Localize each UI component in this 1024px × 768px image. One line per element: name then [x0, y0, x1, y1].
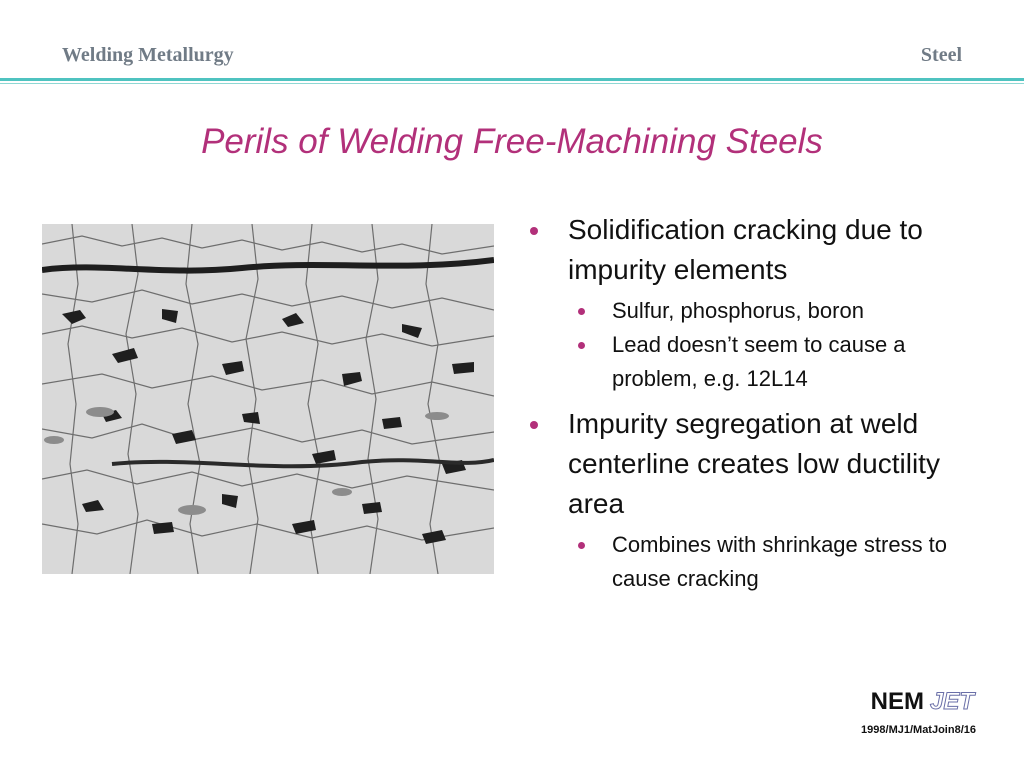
bullet-text: Impurity segregation at weld centerline creates low ductility area [568, 408, 940, 519]
sub-bullet-text: Combines with shrinkage stress to cause cracking [612, 532, 948, 591]
bullet-dot-icon [530, 421, 538, 429]
micrograph-image [42, 224, 494, 574]
bullet-dot-icon [578, 342, 585, 349]
nemjet-logo [871, 688, 974, 716]
sub-bullet-text: Sulfur, phosphorus, boron [612, 298, 864, 323]
header-course-title: Welding Metallurgy [62, 44, 234, 66]
bullet-text: Solidification cracking due to impurity elements [568, 214, 923, 285]
slide-code: 1998/MJ1/MatJoin8/16 [861, 724, 976, 736]
sub-bullet-item [578, 328, 970, 396]
logo-main-text: NEM [870, 688, 924, 715]
sub-bullet-item [578, 294, 970, 328]
sub-bullet-item [578, 528, 970, 596]
bullet-dot-icon [578, 542, 585, 549]
sub-bullet-text: Lead doesn’t seem to cause a problem, e.g. 12L14 [612, 332, 906, 391]
bullet-list [530, 210, 970, 596]
slide-title: Perils of Welding Free-Machining Steels [201, 122, 823, 161]
bullet-dot-icon [530, 227, 538, 235]
bullet-item [530, 210, 970, 290]
bullet-item [530, 404, 970, 524]
logo-accent-text: JET [929, 688, 974, 715]
bullet-dot-icon [578, 308, 585, 315]
header-rule-thin [0, 83, 1024, 84]
header-section-title: Steel [920, 44, 962, 66]
header-rule [0, 78, 1024, 81]
